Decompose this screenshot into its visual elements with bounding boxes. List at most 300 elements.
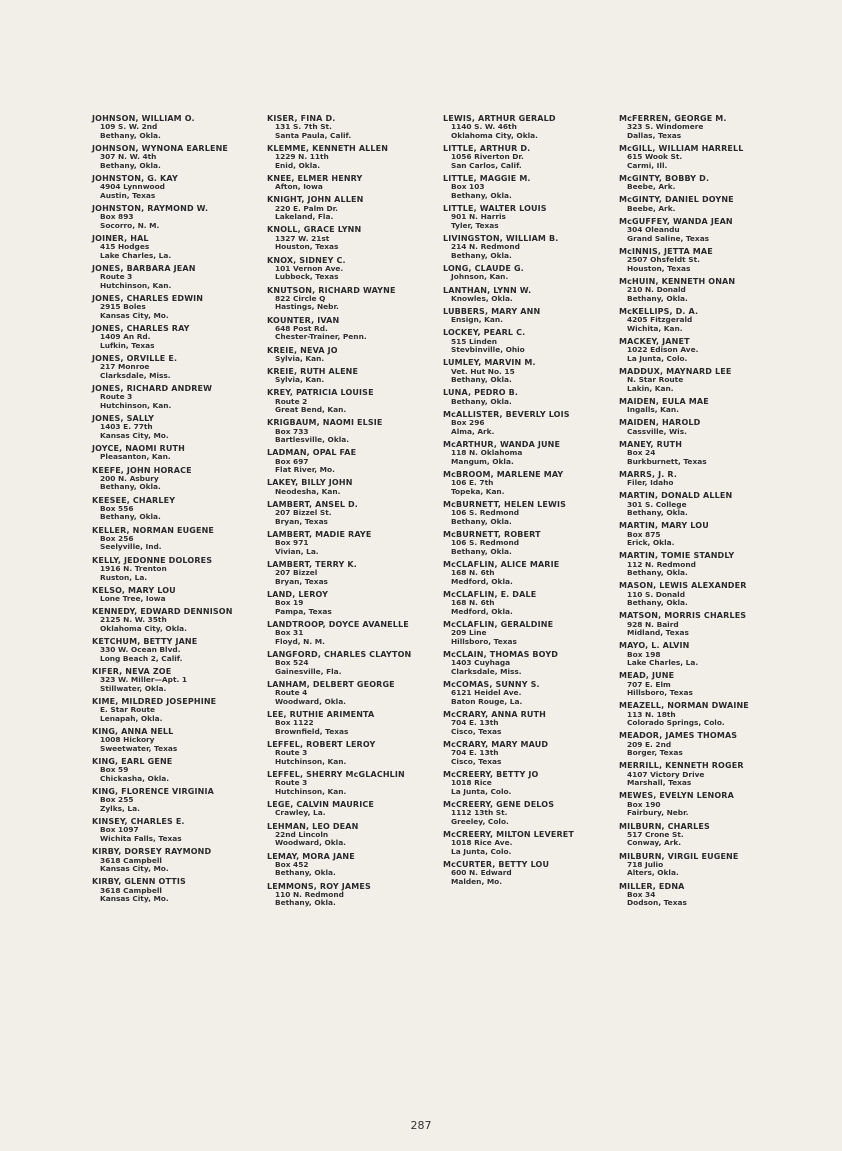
entry-address-line: Box 733 bbox=[275, 426, 309, 436]
directory-entry bbox=[443, 264, 615, 282]
directory-entry bbox=[267, 388, 439, 414]
entry-address-line: Oklahoma City, Okla. bbox=[100, 623, 187, 633]
entry-address-line: Medford, Okla. bbox=[451, 576, 513, 586]
entry-address-line: 4904 Lynnwood bbox=[100, 182, 165, 192]
entry-address-line: Box 296 bbox=[451, 418, 485, 428]
directory-entry bbox=[267, 590, 439, 616]
entry-name: MERRILL, KENNETH ROGER bbox=[619, 761, 744, 771]
entry-address-line: Burkburnett, Texas bbox=[627, 456, 707, 466]
directory-entry bbox=[267, 710, 439, 736]
directory-entry bbox=[619, 470, 791, 488]
entry-name: KOUNTER, IVAN bbox=[267, 315, 340, 325]
directory-entry bbox=[443, 830, 615, 856]
entry-address-line: Tyler, Texas bbox=[451, 220, 499, 230]
directory-entry bbox=[267, 650, 439, 676]
entry-name: McKELLIPS, D. A. bbox=[619, 306, 699, 316]
entry-address-line: Bethany, Okla. bbox=[451, 516, 512, 526]
entry-name: KNUTSON, RICHARD WAYNE bbox=[267, 285, 396, 295]
entry-address-line: Bethany, Okla. bbox=[100, 130, 161, 140]
directory-entry bbox=[267, 256, 439, 282]
entry-address-line: 220 E. Palm Dr. bbox=[275, 203, 338, 213]
entry-address-line: Route 3 bbox=[275, 748, 308, 758]
entry-address-line: Box 31 bbox=[275, 628, 304, 638]
directory-entry bbox=[619, 791, 791, 817]
entry-address-line: Bryan, Texas bbox=[275, 516, 328, 526]
entry-address-line: Lufkin, Texas bbox=[100, 340, 155, 350]
entry-name: LEMMONS, ROY JAMES bbox=[267, 881, 371, 891]
directory-entry bbox=[619, 701, 791, 727]
entry-address-line: Bethany, Okla. bbox=[451, 375, 512, 385]
entry-address-line: Midland, Texas bbox=[627, 628, 689, 638]
entry-address-line: 106 S. Redmond bbox=[451, 508, 520, 518]
entry-address-line: Box 893 bbox=[100, 212, 134, 222]
entry-address-line: 207 Bizzel St. bbox=[275, 508, 332, 518]
entry-address-line: 707 E. Elm bbox=[627, 679, 671, 689]
entry-name: JOHNSON, WILLIAM O. bbox=[92, 114, 195, 123]
entry-name: McCOMAS, SUNNY S. bbox=[443, 680, 540, 689]
entry-name: MADDUX, MAYNARD LEE bbox=[619, 366, 732, 376]
entry-address-line: Bethany, Okla. bbox=[100, 482, 161, 492]
directory-entry bbox=[267, 800, 439, 818]
directory-entry bbox=[267, 316, 439, 342]
entry-address-line: Greeley, Colo. bbox=[451, 816, 509, 826]
directory-entry bbox=[619, 521, 791, 547]
entry-address-line: Lone Tree, Iowa bbox=[100, 593, 166, 603]
entry-address-line: 217 Monroe bbox=[100, 362, 150, 372]
directory-entry bbox=[619, 195, 791, 213]
entry-name: LITTLE, MAGGIE M. bbox=[443, 174, 531, 184]
directory-entry bbox=[443, 286, 615, 304]
entry-name: McCREERY, BETTY JO bbox=[443, 770, 539, 780]
entry-address-line: 301 S. College bbox=[627, 499, 687, 509]
entry-address-line: Hastings, Nebr. bbox=[275, 302, 339, 312]
entry-address-line: Pleasanton, Kan. bbox=[100, 452, 171, 462]
entry-address-line: Box 452 bbox=[275, 859, 309, 869]
directory-entry bbox=[92, 817, 264, 843]
entry-name: LITTLE, ARTHUR D. bbox=[443, 144, 531, 154]
entry-address-line: 517 Crone St. bbox=[627, 829, 684, 839]
directory-entry bbox=[443, 410, 615, 436]
entry-address-line: 615 Wook St. bbox=[627, 152, 683, 162]
directory-entry bbox=[267, 144, 439, 170]
entry-name: KNEE, ELMER HENRY bbox=[267, 174, 363, 184]
entry-address-line: Bethany, Okla. bbox=[627, 293, 688, 303]
entry-address-line: Woodward, Okla. bbox=[275, 696, 346, 706]
entry-name: LAMBERT, MADIE RAYE bbox=[267, 529, 372, 539]
directory-entry bbox=[443, 328, 615, 354]
directory-entry bbox=[267, 740, 439, 766]
entry-address-line: Box 1122 bbox=[275, 718, 314, 728]
directory-entry bbox=[619, 397, 791, 415]
entry-name: JOHNSTON, G. KAY bbox=[92, 174, 178, 184]
entry-address-line: 304 Oleandu bbox=[627, 225, 680, 235]
entry-name: LEGE, CALVIN MAURICE bbox=[267, 800, 374, 810]
entry-address-line: 1327 W. 21st bbox=[275, 233, 330, 243]
entry-name: KREY, PATRICIA LOUISE bbox=[267, 388, 374, 398]
entry-address-line: Box 190 bbox=[627, 799, 661, 809]
entry-address-line: Bethany, Okla. bbox=[627, 568, 688, 578]
entry-address-line: Oklahoma City, Okla. bbox=[451, 130, 538, 140]
entry-address-line: 109 S. W. 2nd bbox=[100, 122, 158, 132]
entry-name: McBROOM, MARLENE MAY bbox=[443, 469, 564, 479]
entry-address-line: Box 24 bbox=[627, 448, 656, 458]
entry-address-line: Bethany, Okla. bbox=[100, 160, 161, 170]
entry-name: MAIDEN, HAROLD bbox=[619, 418, 701, 428]
directory-entry bbox=[267, 882, 439, 908]
entry-address-line: Box 255 bbox=[100, 795, 134, 805]
entry-address-line: 209 Line bbox=[451, 628, 487, 638]
entry-address-line: Grand Saline, Texas bbox=[627, 233, 710, 243]
entry-name: KELLER, NORMAN EUGENE bbox=[92, 525, 215, 535]
directory-entry bbox=[443, 307, 615, 325]
directory-entry bbox=[92, 204, 264, 230]
entry-address-line: Sweetwater, Texas bbox=[100, 744, 178, 754]
directory-entry bbox=[267, 174, 439, 192]
entry-address-line: Zylks, La. bbox=[100, 804, 140, 814]
entry-address-line: 113 N. 18th bbox=[627, 709, 676, 719]
entry-address-line: Lake Charles, La. bbox=[100, 250, 172, 260]
entry-address-line: Afton, Iowa bbox=[275, 182, 323, 192]
entry-address-line: Kansas City, Mo. bbox=[100, 894, 169, 904]
entry-name: MARTIN, TOMIE STANDLY bbox=[619, 551, 735, 561]
directory-entry bbox=[443, 650, 615, 676]
directory-entry bbox=[92, 294, 264, 320]
entry-address-line: Bartlesville, Okla. bbox=[275, 435, 350, 445]
entry-address-line: Bethany, Okla. bbox=[100, 512, 161, 522]
entry-name: LEHMAN, LEO DEAN bbox=[267, 821, 359, 831]
entry-name: MEAD, JUNE bbox=[619, 671, 675, 681]
directory-entry bbox=[443, 358, 615, 384]
entry-address-line: Houston, Texas bbox=[627, 263, 691, 273]
directory-entry bbox=[92, 264, 264, 290]
entry-address-line: Johnson, Kan. bbox=[451, 272, 509, 282]
entry-name: McGINTY, BOBBY D. bbox=[619, 174, 710, 184]
entry-address-line: 214 N. Redmond bbox=[451, 242, 520, 252]
entry-address-line: 2125 N. W. 35th bbox=[100, 615, 167, 625]
entry-name: LANGFORD, CHARLES CLAYTON bbox=[267, 649, 412, 659]
entry-address-line: Clarksdale, Miss. bbox=[100, 370, 171, 380]
directory-entry bbox=[92, 384, 264, 410]
entry-address-line: 112 N. Redmond bbox=[627, 559, 696, 569]
entry-name: McFERREN, GEORGE M. bbox=[619, 114, 727, 123]
directory-entry bbox=[443, 500, 615, 526]
directory-entry bbox=[619, 822, 791, 848]
entry-address-line: 718 Julio bbox=[627, 859, 664, 869]
entry-address-line: Bethany, Okla. bbox=[451, 190, 512, 200]
entry-name: McCRARY, MARY MAUD bbox=[443, 740, 549, 750]
entry-name: LUMLEY, MARVIN M. bbox=[443, 358, 536, 368]
entry-name: LEWIS, ARTHUR GERALD bbox=[443, 114, 556, 123]
entry-name: KINSEY, CHARLES E. bbox=[92, 817, 185, 827]
directory-entry bbox=[92, 637, 264, 663]
entry-address-line: 1112 13th St. bbox=[451, 808, 508, 818]
entry-address-line: 323 S. Windomere bbox=[627, 122, 704, 132]
directory-entry bbox=[92, 526, 264, 552]
entry-address-line: Conway, Ark. bbox=[627, 838, 682, 848]
entry-name: MASON, LEWIS ALEXANDER bbox=[619, 581, 747, 591]
entry-name: MEWES, EVELYN LENORA bbox=[619, 791, 734, 801]
entry-name: McCREERY, GENE DELOS bbox=[443, 800, 555, 810]
entry-name: JONES, CHARLES EDWIN bbox=[92, 294, 204, 304]
entry-address-line: Sylvia, Kan. bbox=[275, 375, 325, 385]
directory-entry bbox=[443, 144, 615, 170]
entry-name: McINNIS, JETTA MAE bbox=[619, 246, 713, 256]
directory-entry bbox=[267, 225, 439, 251]
entry-address-line: 4205 Fitzgerald bbox=[627, 315, 693, 325]
directory-column-2 bbox=[267, 114, 439, 912]
directory-entry bbox=[267, 448, 439, 474]
directory-entry bbox=[92, 354, 264, 380]
entry-address-line: 2507 Ohsfeldt St. bbox=[627, 255, 700, 265]
directory-entry bbox=[443, 590, 615, 616]
entry-address-line: 200 N. Asbury bbox=[100, 473, 159, 483]
entry-name: McGUFFEY, WANDA JEAN bbox=[619, 216, 733, 226]
entry-address-line: 1916 N. Trenton bbox=[100, 563, 167, 573]
entry-name: McGILL, WILLIAM HARRELL bbox=[619, 144, 744, 154]
entry-address-line: Route 2 bbox=[275, 396, 308, 406]
entry-address-line: Lubbock, Texas bbox=[275, 272, 339, 282]
entry-name: LITTLE, WALTER LOUIS bbox=[443, 204, 547, 214]
entry-name: McBURNETT, HELEN LEWIS bbox=[443, 499, 567, 509]
entry-address-line: 704 E. 13th bbox=[451, 718, 499, 728]
entry-address-line: Ingalls, Kan. bbox=[627, 405, 679, 415]
entry-address-line: 1056 Riverton Dr. bbox=[451, 152, 524, 162]
entry-address-line: Dodson, Texas bbox=[627, 898, 687, 908]
entry-name: LAMBERT, ANSEL D. bbox=[267, 499, 358, 509]
directory-entry bbox=[619, 581, 791, 607]
entry-name: LEFFEL, ROBERT LEROY bbox=[267, 740, 376, 750]
entry-name: McCLAFLIN, E. DALE bbox=[443, 589, 537, 599]
entry-address-line: Box 103 bbox=[451, 182, 485, 192]
directory-entry bbox=[267, 500, 439, 526]
directory-entry bbox=[619, 671, 791, 697]
directory-entry bbox=[619, 307, 791, 333]
entry-name: McCLAFLIN, GERALDINE bbox=[443, 619, 554, 629]
entry-name: MACKEY, JANET bbox=[619, 336, 690, 346]
entry-name: KETCHUM, BETTY JANE bbox=[92, 637, 198, 647]
entry-address-line: 515 Linden bbox=[451, 336, 498, 346]
entry-address-line: Hillsboro, Texas bbox=[451, 636, 517, 646]
directory-entry bbox=[92, 234, 264, 260]
entry-name: JOYCE, NAOMI RUTH bbox=[92, 444, 185, 454]
entry-name: McGINTY, DANIEL DOYNE bbox=[619, 195, 734, 205]
entry-address-line: Santa Paula, Calif. bbox=[275, 130, 352, 140]
entry-name: McBURNETT, ROBERT bbox=[443, 529, 541, 539]
entry-address-line: 307 N. W. 4th bbox=[100, 152, 157, 162]
entry-name: KENNEDY, EDWARD DENNISON bbox=[92, 607, 233, 617]
entry-name: MILBURN, CHARLES bbox=[619, 821, 710, 831]
entry-name: McARTHUR, WANDA JUNE bbox=[443, 439, 561, 449]
entry-address-line: 1018 Rice bbox=[451, 778, 492, 788]
entry-name: JONES, ORVILLE E. bbox=[92, 354, 178, 364]
directory-entry bbox=[267, 114, 439, 140]
entry-address-line: Malden, Mo. bbox=[451, 876, 503, 886]
directory-entry bbox=[443, 560, 615, 586]
entry-address-line: Box 198 bbox=[627, 649, 661, 659]
entry-address-line: 106 E. 7th bbox=[451, 478, 494, 488]
directory-entry bbox=[267, 530, 439, 556]
entry-address-line: La Junta, Colo. bbox=[451, 786, 512, 796]
entry-address-line: Erick, Okla. bbox=[627, 538, 675, 548]
entry-address-line: N. Star Route bbox=[627, 375, 684, 385]
directory-entry bbox=[92, 847, 264, 873]
directory-entry bbox=[267, 367, 439, 385]
entry-address-line: 210 N. Donald bbox=[627, 285, 686, 295]
entry-address-line: Bethany, Okla. bbox=[627, 508, 688, 518]
entry-address-line: Box 1097 bbox=[100, 825, 139, 835]
directory-entry bbox=[92, 466, 264, 492]
directory-entry bbox=[92, 414, 264, 440]
directory-entry bbox=[92, 757, 264, 783]
directory-entry bbox=[443, 174, 615, 200]
entry-address-line: 131 S. 7th St. bbox=[275, 122, 332, 132]
entry-address-line: 928 N. Baird bbox=[627, 619, 679, 629]
entry-address-line: 600 N. Edward bbox=[451, 868, 512, 878]
entry-address-line: Cassville, Wis. bbox=[627, 426, 687, 436]
directory-entry bbox=[619, 440, 791, 466]
entry-address-line: 3618 Campbell bbox=[100, 855, 162, 865]
entry-address-line: Lakin, Kan. bbox=[627, 383, 674, 393]
entry-address-line: 822 Circle Q bbox=[275, 293, 326, 303]
entry-address-line: 106 S. Redmond bbox=[451, 538, 520, 548]
entry-address-line: Great Bend, Kan. bbox=[275, 405, 347, 415]
entry-address-line: Cisco, Texas bbox=[451, 726, 502, 736]
entry-address-line: Alters, Okla. bbox=[627, 868, 679, 878]
entry-address-line: Baton Rouge, La. bbox=[451, 696, 523, 706]
directory-entry bbox=[619, 114, 791, 140]
entry-name: LEMAY, MORA JANE bbox=[267, 851, 355, 861]
entry-name: MAYO, L. ALVIN bbox=[619, 641, 690, 651]
entry-name: MAIDEN, EULA MAE bbox=[619, 397, 709, 406]
entry-name: McHUIN, KENNETH ONAN bbox=[619, 276, 736, 286]
entry-address-line: Box 256 bbox=[100, 533, 134, 543]
entry-address-line: Route 3 bbox=[100, 392, 133, 402]
entry-address-line: Hillsboro, Texas bbox=[627, 688, 693, 698]
directory-entry bbox=[619, 247, 791, 273]
entry-address-line: 22nd Lincoln bbox=[275, 829, 329, 839]
entry-name: LAKEY, BILLY JOHN bbox=[267, 478, 353, 488]
entry-address-line: Kansas City, Mo. bbox=[100, 310, 169, 320]
entry-name: MEAZELL, NORMAN DWAINE bbox=[619, 701, 749, 711]
entry-address-line: 1229 N. 11th bbox=[275, 152, 329, 162]
entry-address-line: Long Beach 2, Calif. bbox=[100, 653, 183, 663]
entry-name: KIRBY, GLENN OTTIS bbox=[92, 877, 186, 887]
entry-address-line: Crawley, La. bbox=[275, 808, 326, 818]
directory-entry bbox=[267, 822, 439, 848]
directory-entry bbox=[443, 530, 615, 556]
entry-name: MARRS, J. R. bbox=[619, 469, 678, 479]
directory-entry bbox=[92, 114, 264, 140]
entry-address-line: Lenapah, Okla. bbox=[100, 714, 163, 723]
entry-address-line: Ensign, Kan. bbox=[451, 315, 503, 325]
entry-name: McCLAIN, THOMAS BOYD bbox=[443, 649, 559, 659]
directory-entry bbox=[92, 586, 264, 604]
entry-address-line: Vivian, La. bbox=[275, 546, 319, 556]
entry-address-line: Box 19 bbox=[275, 598, 304, 608]
entry-address-line: Stevbinville, Ohio bbox=[451, 345, 525, 355]
entry-name: KNIGHT, JOHN ALLEN bbox=[267, 195, 364, 205]
entry-address-line: 415 Hodges bbox=[100, 242, 150, 252]
entry-name: LUNA, PEDRO B. bbox=[443, 388, 519, 398]
entry-address-line: 1022 Edison Ave. bbox=[627, 345, 699, 355]
entry-name: MILLER, EDNA bbox=[619, 881, 685, 891]
entry-name: KIME, MILDRED JOSEPHINE bbox=[92, 697, 217, 707]
entry-address-line: Hutchinson, Kan. bbox=[100, 280, 172, 290]
entry-name: KING, ANNA NELL bbox=[92, 727, 174, 737]
entry-name: KELLY, JEDONNE DOLORES bbox=[92, 555, 213, 565]
entry-address-line: Cisco, Texas bbox=[451, 756, 502, 766]
entry-name: JOHNSON, WYNONA EARLENE bbox=[92, 144, 229, 154]
entry-address-line: Bethany, Okla. bbox=[275, 868, 336, 878]
entry-name: MARTIN, DONALD ALLEN bbox=[619, 491, 733, 501]
entry-address-line: San Carlos, Calif. bbox=[451, 160, 522, 170]
entry-address-line: Hutchinson, Kan. bbox=[100, 400, 172, 410]
directory-entry bbox=[443, 680, 615, 706]
entry-address-line: Box 59 bbox=[100, 765, 129, 775]
entry-address-line: Box 971 bbox=[275, 538, 309, 548]
entry-address-line: 2915 Boles bbox=[100, 302, 146, 312]
directory-entry bbox=[619, 761, 791, 787]
directory-entry bbox=[443, 710, 615, 736]
entry-name: KING, FLORENCE VIRGINIA bbox=[92, 787, 214, 797]
directory-entry bbox=[443, 770, 615, 796]
entry-address-line: Socorro, N. M. bbox=[100, 220, 160, 230]
entry-address-line: Wichita, Kan. bbox=[627, 323, 683, 333]
directory-column-3 bbox=[443, 114, 615, 890]
entry-name: KEESEE, CHARLEY bbox=[92, 495, 176, 505]
entry-name: LAMBERT, TERRY K. bbox=[267, 559, 357, 569]
entry-address-line: Colorado Springs, Colo. bbox=[627, 718, 725, 728]
entry-name: McCRARY, ANNA RUTH bbox=[443, 710, 547, 720]
entry-address-line: 110 S. Donald bbox=[627, 589, 685, 599]
directory-entry bbox=[619, 852, 791, 878]
entry-name: JONES, SALLY bbox=[92, 414, 155, 424]
entry-address-line: Floyd, N. M. bbox=[275, 636, 325, 646]
directory-entry bbox=[619, 882, 791, 908]
entry-address-line: Alma, Ark. bbox=[451, 426, 495, 436]
entry-address-line: Clarksdale, Miss. bbox=[451, 666, 522, 676]
entry-name: LONG, CLAUDE G. bbox=[443, 264, 524, 274]
entry-address-line: 330 W. Ocean Blvd. bbox=[100, 645, 181, 655]
entry-address-line: 3618 Campbell bbox=[100, 885, 162, 895]
entry-name: KIFER, NEVA ZOE bbox=[92, 667, 172, 677]
directory-entry bbox=[619, 731, 791, 757]
entry-name: JOINER, HAL bbox=[92, 234, 149, 244]
directory-entry bbox=[619, 367, 791, 393]
entry-address-line: Pampa, Texas bbox=[275, 606, 332, 616]
entry-address-line: 209 E. 2nd bbox=[627, 739, 672, 749]
entry-address-line: Medford, Okla. bbox=[451, 606, 513, 616]
entry-address-line: Kansas City, Mo. bbox=[100, 431, 169, 440]
entry-name: KREIE, NEVA JO bbox=[267, 345, 338, 355]
entry-address-line: Houston, Texas bbox=[275, 242, 339, 252]
directory-entry bbox=[267, 560, 439, 586]
entry-address-line: Vet. Hut No. 15 bbox=[451, 366, 515, 376]
directory-entry bbox=[619, 611, 791, 637]
entry-address-line: Lake Charles, La. bbox=[627, 658, 699, 668]
directory-entry bbox=[92, 174, 264, 200]
directory-entry bbox=[92, 727, 264, 753]
directory-entry bbox=[443, 388, 615, 406]
entry-address-line: Woodward, Okla. bbox=[275, 838, 346, 848]
directory-entry bbox=[619, 491, 791, 517]
entry-address-line: 118 N. Oklahoma bbox=[451, 448, 523, 458]
entry-name: KRIGBAUM, NAOMI ELSIE bbox=[267, 418, 383, 428]
entry-address-line: Flat River, Mo. bbox=[275, 465, 335, 475]
directory-entry bbox=[619, 144, 791, 170]
directory-entry bbox=[443, 860, 615, 886]
entry-address-line: Carmi, Ill. bbox=[627, 160, 668, 170]
